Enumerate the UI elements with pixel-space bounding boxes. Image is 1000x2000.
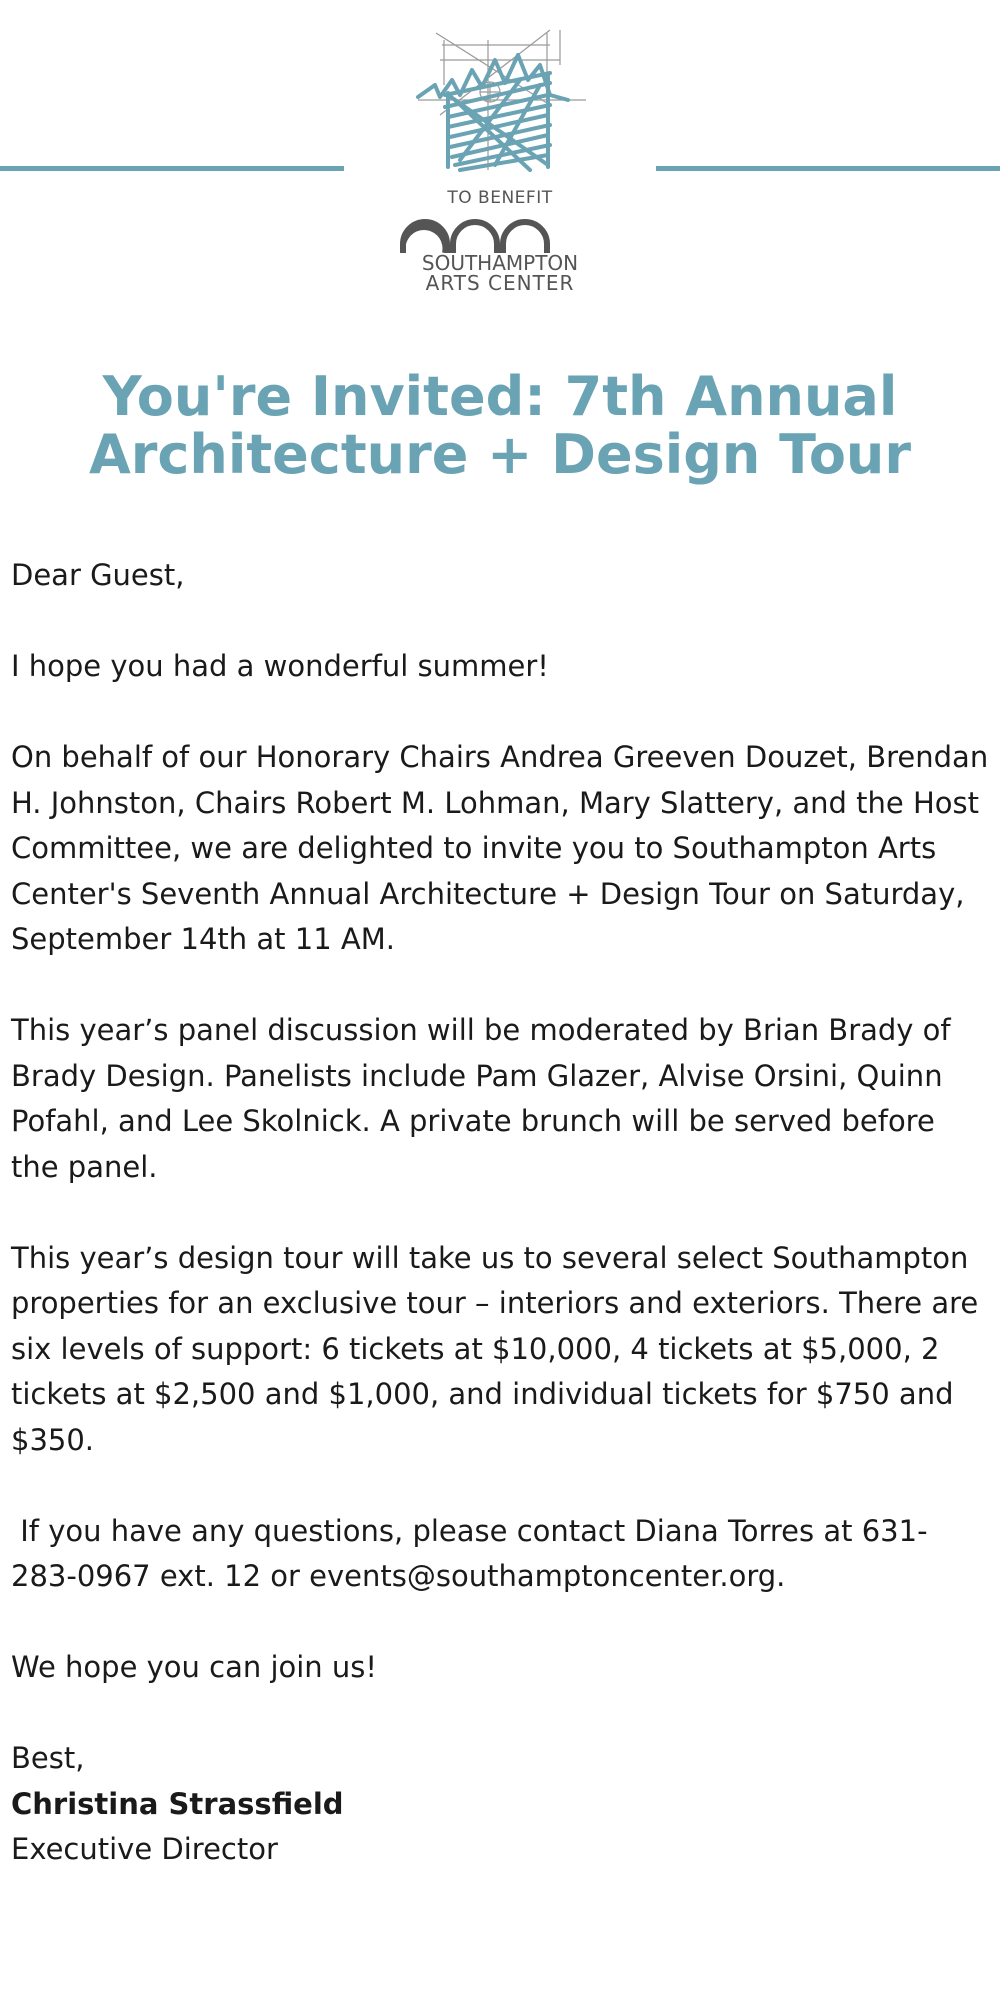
paragraph-summer: I hope you had a wonderful summer! — [11, 649, 549, 683]
signature-block — [11, 1736, 991, 1873]
arches-icon — [400, 217, 600, 253]
paragraph-tour: This year’s design tour will take us to several select Southampton properties for an exclusive tour – interiors and exteriors. There are six levels of support: 6 tickets at $10,000, 4 tickets at $5,000, 2 tickets at $2,500 and $1,000, and individual tickets for $750 and $350. — [11, 1240, 988, 1457]
logo-org-name-line2: ARTS CENTER — [425, 271, 575, 295]
paragraph-panel: This year’s panel discussion will be moderated by Brian Brady of Brady Design. Panelists include Pam Glazer, Alvise Orsini, Quinn Pofahl, and Lee Skolnick. A private brunch will be served before the panel. — [11, 1013, 960, 1184]
header — [0, 0, 1000, 310]
signer-title: Executive Director — [11, 1832, 278, 1866]
greeting: Dear Guest, — [11, 558, 185, 592]
paragraph-closing-wish: We hope you can join us! — [11, 1650, 378, 1684]
logo-org-name-line1: SOUTHAMPTON — [421, 251, 579, 275]
letter-body — [11, 553, 998, 1873]
page-title: You're Invited: 7th Annual Architecture + Design Tour — [88, 365, 912, 486]
paragraph-invitation: On behalf of our Honorary Chairs Andrea Greeven Douzet, Brendan H. Johnston, Chairs Robert M. Lohman, Mary Slattery, and the Host Committee, we are delighted to invite you to Southampton Arts Center's Seventh Annual Architecture + Design Tour on Saturday, September 14th at 11 AM. — [11, 740, 998, 956]
left-divider-line — [0, 166, 344, 171]
signer-name: Christina Strassfield — [11, 1786, 344, 1821]
right-divider-line — [656, 166, 1000, 171]
logo-benefit-text: TO BENEFIT — [447, 188, 553, 208]
closing: Best, — [11, 1741, 85, 1775]
logo — [400, 25, 600, 305]
paragraph-contact: If you have any questions, please contact Diana Torres at 631-283-0967 ext. 12 or events@southamptoncenter.org. — [11, 1513, 928, 1593]
sketched-house-icon — [400, 25, 600, 185]
